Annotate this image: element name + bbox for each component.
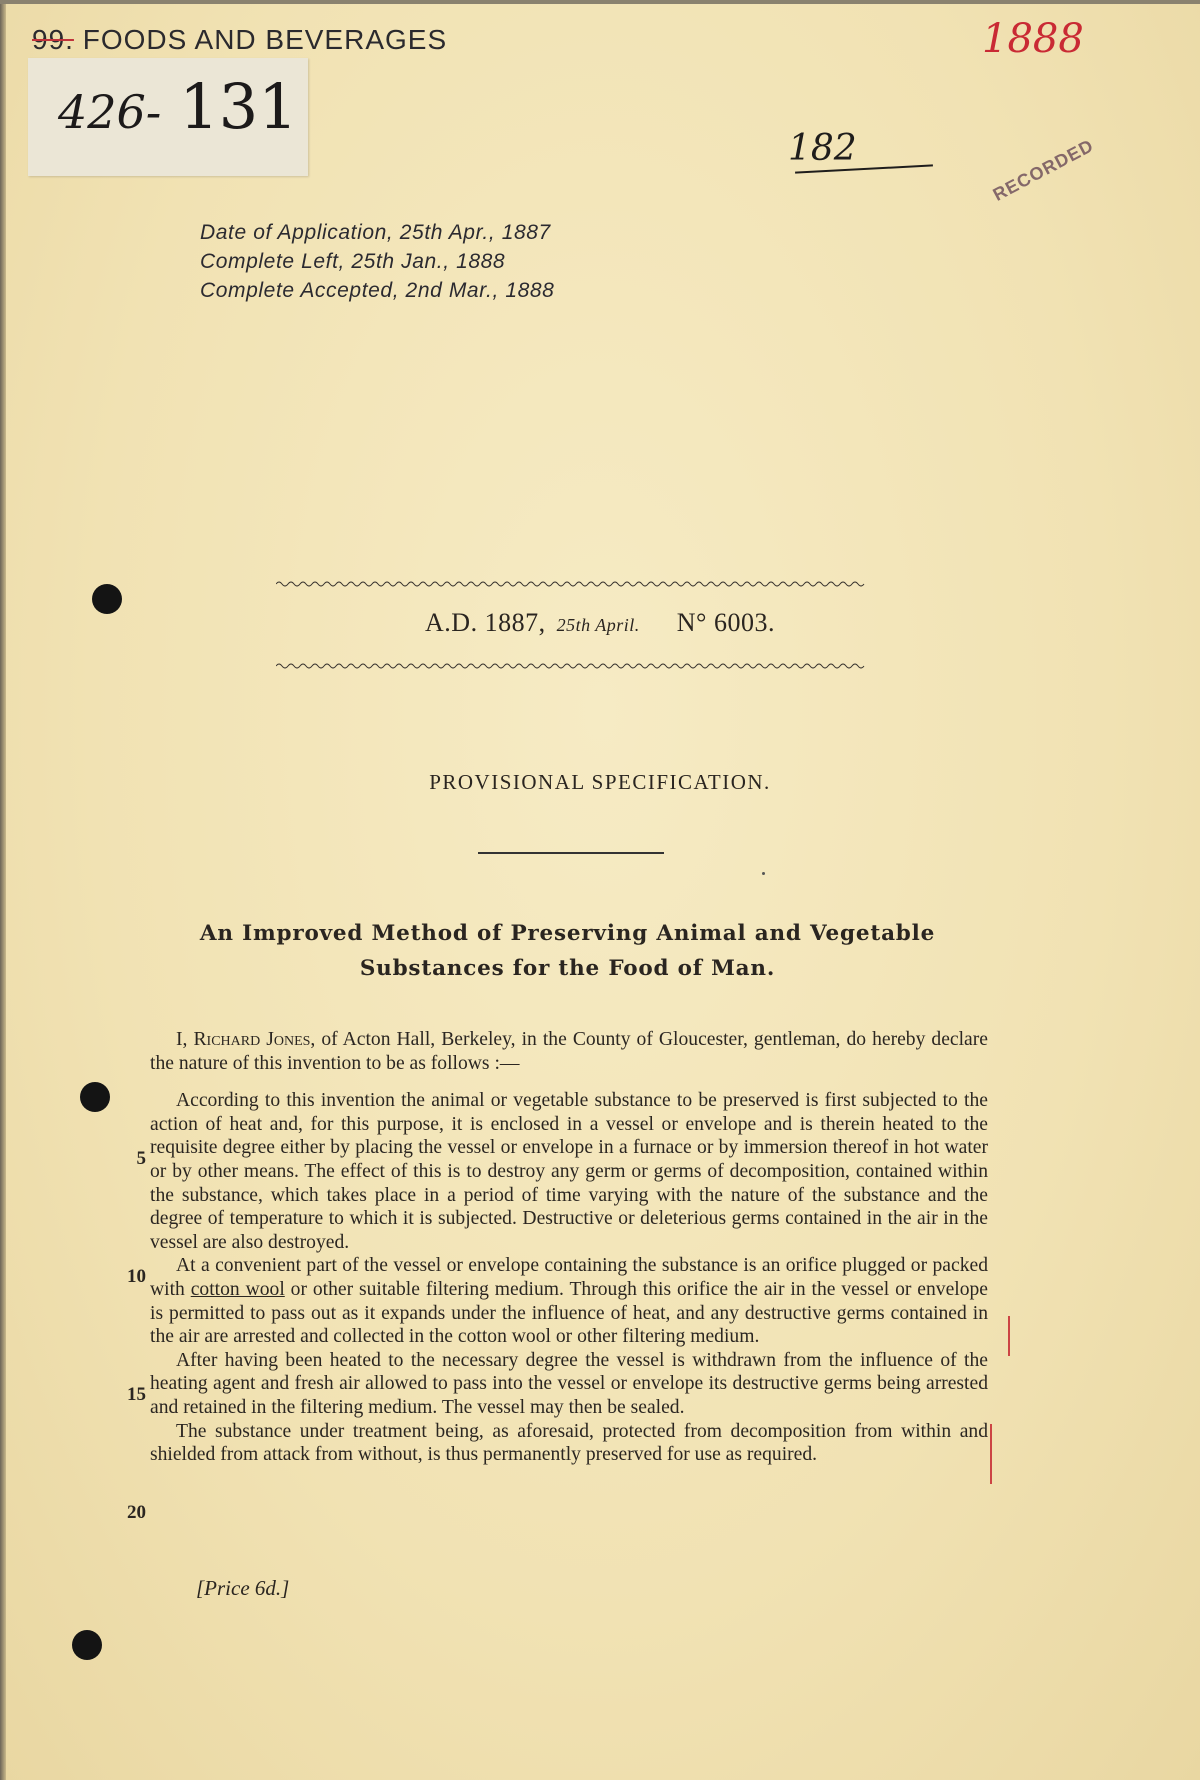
price: [Price 6d.] <box>196 1576 290 1600</box>
complete-accepted: Complete Accepted, 2nd Mar., 1888 <box>200 279 555 302</box>
date-of-application: Date of Application, 25th Apr., 1887 <box>200 221 551 244</box>
manuscript-number <box>58 70 298 143</box>
wavy-rule-top <box>276 580 866 588</box>
ad-year: A.D. 1887, <box>425 608 546 637</box>
application-dates <box>200 218 554 305</box>
p3-before: At a convenient part of the vessel or envelope containing the substance is an orifice plugged or packed with <box>150 1255 988 1300</box>
wavy-rule-bottom <box>276 662 870 670</box>
provisional-specification-title: PROVISIONAL SPECIFICATION. <box>429 770 771 794</box>
p1-prefix: I, <box>176 1029 188 1050</box>
invention-title <box>0 916 1135 986</box>
line-number-5: 5 <box>136 1148 146 1169</box>
punch-hole <box>80 1082 110 1112</box>
speck <box>762 872 765 875</box>
body-paragraph-3 <box>150 1254 988 1348</box>
class-label: FOODS AND BEVERAGES <box>82 24 448 55</box>
specification-body <box>150 1028 988 1467</box>
page-edge-left <box>0 0 6 1780</box>
page-edge-top <box>0 0 1200 4</box>
punch-hole <box>92 584 122 614</box>
ad-date: 25th April. <box>556 615 640 635</box>
punch-hole <box>72 1630 102 1660</box>
body-paragraph-4: After having been heated to the necessary degree the vessel is withdrawn from the influence of the heating agent and fresh air allowed to pass into the vessel or envelope its destructive germs being arrested and retained in the filtering medium. The vessel may then be sealed. <box>150 1349 988 1418</box>
body-paragraph-5: The substance under treatment being, as aforesaid, protected from decomposition from within and shielded from attack from without, is thus permanently preserved for use as required. <box>150 1420 988 1466</box>
patent-number: N° 6003. <box>676 608 775 637</box>
handwritten-number: 182 <box>788 128 857 169</box>
class-heading <box>32 24 447 56</box>
p1-rest: , of Acton Hall, Berkeley, in the County of Gloucester, gentleman, do hereby declare the nature of this invention to be as follows :— <box>150 1029 988 1074</box>
margin-mark <box>990 1424 992 1484</box>
line-number-20: 20 <box>127 1502 146 1523</box>
patent-number-line <box>0 608 1200 638</box>
manuscript-number-left: 426- <box>58 85 162 139</box>
title-rule <box>478 852 664 854</box>
complete-left: Complete Left, 25th Jan., 1888 <box>200 250 506 273</box>
body-paragraph-1 <box>150 1028 988 1075</box>
class-number-struck: 99. <box>32 24 74 55</box>
underlined-phrase: cotton wool <box>190 1278 285 1300</box>
handwritten-year: 1888 <box>982 16 1084 62</box>
recorded-stamp: RECORDED <box>989 135 1097 205</box>
line-number-10: 10 <box>127 1266 146 1287</box>
margin-mark <box>1008 1316 1010 1356</box>
inventor-name: Richard Jones <box>193 1029 311 1050</box>
invention-title-line-2: Substances for the Food of Man. <box>359 956 776 981</box>
manuscript-number-right: 131 <box>179 70 298 143</box>
body-paragraph-2: According to this invention the animal or vegetable substance to be preserved is first subjected to the action of heat and, for this purpose, it is enclosed in a vessel or envelope and is therein heated to the requisite degree either by placing the vessel or envelope in a furnace or by immersion thereof in hot water or by other means. The effect of this is to destroy any germ or germs of decomposition, contained within the substance, which takes place in a period of time varying with the nature of the substance and the degree of temperature to which it is subjected. Destructive or deleterious germs contained in the air in the vessel are also destroyed. <box>150 1090 988 1253</box>
p3-after: or other suitable filtering medium. Through this orifice the air in the vessel or envelope is permitted to pass out as it expands under the influence of heat, and any destructive germs contained in the air are arrested and collected in the cotton wool or other filtering medium. <box>150 1278 989 1348</box>
invention-title-line-1: An Improved Method of Preserving Animal and Vegetable <box>199 921 936 946</box>
line-number-15: 15 <box>127 1384 146 1405</box>
